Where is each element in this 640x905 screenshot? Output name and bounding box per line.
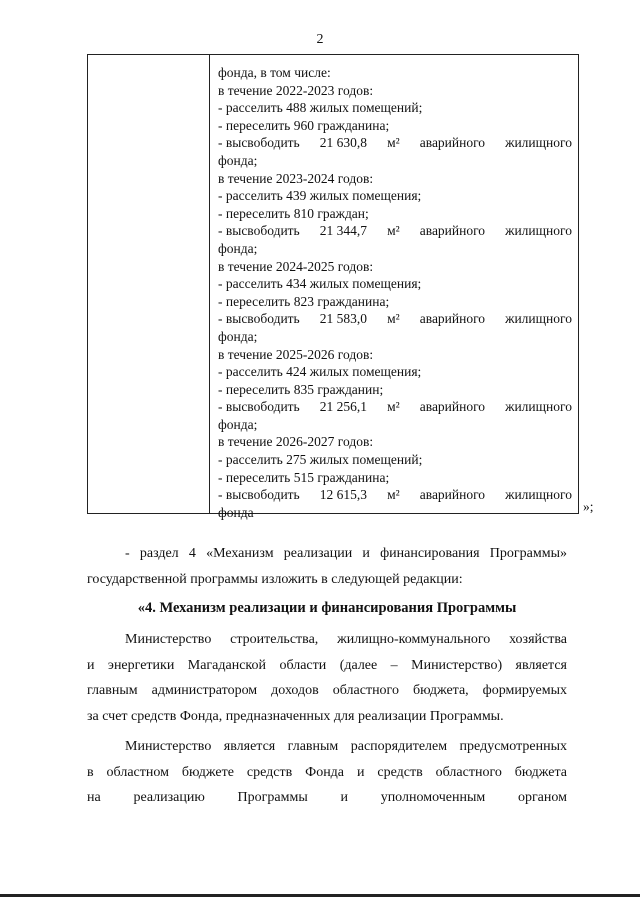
table-line: фонда (218, 504, 254, 520)
table-word: жилищного (505, 223, 572, 239)
paragraph-word: Программы (237, 790, 308, 805)
paragraph-1-line-3: главным администратором доходов областного бюджета, формируемых (87, 683, 567, 698)
table-word: м² (387, 135, 400, 151)
table-line: - расселить 439 жилых помещения; (218, 188, 422, 204)
table-word: - высвободить (218, 135, 300, 151)
table-line: - переселить 823 гражданина; (218, 293, 390, 309)
table-line: фонда; (218, 240, 258, 256)
table-line: фонда; (218, 416, 258, 432)
table-line: фонда, в том числе: (218, 65, 331, 80)
paragraph-1-line-4: за счет средств Фонда, предназначенных для реализации Программы. (87, 708, 504, 724)
table-line: в течение 2024-2025 годов: (218, 258, 374, 274)
paragraph-word: и (340, 790, 348, 805)
intro-line-1: - раздел 4 «Механизм реализации и финансирования Программы» (125, 546, 567, 561)
table-line-justified (218, 222, 572, 240)
table-word: жилищного (505, 311, 572, 327)
table-line: - расселить 275 жилых помещений; (218, 452, 423, 468)
table-line: - переселить 835 гражданин; (218, 381, 384, 397)
table-word: 21 256,1 (319, 399, 368, 415)
program-table (87, 54, 579, 520)
table-word: м² (387, 311, 400, 327)
page-number: 2 (316, 32, 324, 47)
paragraph-1 (87, 627, 567, 729)
table-word: жилищного (505, 487, 572, 503)
table-line: фонда; (218, 328, 258, 344)
intro-paragraph (87, 541, 567, 592)
table-column-divider (209, 55, 210, 513)
table-word: 12 615,3 (319, 487, 368, 503)
table-line: - переселить 960 гражданина; (218, 117, 390, 133)
table-line: фонда; (218, 152, 258, 168)
table-line-justified (218, 134, 572, 152)
scan-bottom-edge (0, 894, 640, 897)
section-heading: «4. Механизм реализации и финансирования Программы (137, 600, 517, 616)
paragraph-word: реализацию (133, 790, 205, 805)
paragraph-word: на (87, 790, 101, 805)
table-line: - расселить 434 жилых помещения; (218, 276, 422, 292)
paragraph-word: органом (517, 790, 567, 805)
paragraph-2-line-3 (87, 785, 567, 811)
table-closing-quote: »; (583, 499, 594, 514)
paragraph-2 (87, 734, 567, 811)
table-line: в течение 2025-2026 годов: (218, 346, 374, 362)
table-word: - высвободить (218, 223, 300, 239)
table-line-justified (218, 310, 572, 328)
table-word: жилищного (505, 135, 572, 151)
table-cell-text (218, 64, 572, 521)
intro-line-2: государственной программы изложить в следующей редакции: (87, 571, 463, 587)
table-word: м² (387, 399, 400, 415)
table-line: - расселить 488 жилых помещений; (218, 100, 423, 116)
paragraph-1-line-1: Министерство строительства, жилищно-коммунального хозяйства (125, 632, 567, 647)
table-word: аварийного (419, 487, 486, 503)
table-word: - высвободить (218, 311, 300, 327)
paragraph-2-line-2: в областном бюджете средств Фонда и средств областного бюджета (87, 764, 567, 780)
table-word: аварийного (419, 311, 486, 327)
table-line: - переселить 810 граждан; (218, 205, 369, 221)
table-line: в течение 2026-2027 годов: (218, 434, 374, 450)
table-line: - расселить 424 жилых помещения; (218, 364, 422, 380)
paragraph-1-line-2: и энергетики Магаданской области (далее – Министерство) является (87, 657, 567, 673)
table-line-justified (218, 398, 572, 416)
table-line: в течение 2022-2023 годов: (218, 82, 374, 98)
table-line: - переселить 515 гражданина; (218, 469, 390, 485)
table-line: в течение 2023-2024 годов: (218, 170, 374, 186)
paragraph-2-line-1: Министерство является главным распорядителем предусмотренных (125, 739, 567, 754)
table-word: 21 583,0 (319, 311, 368, 327)
table-word: жилищного (505, 399, 572, 415)
table-word: м² (387, 223, 400, 239)
table-word: - высвободить (218, 487, 300, 503)
table-word: аварийного (419, 399, 486, 415)
table-word: 21 630,8 (319, 135, 368, 151)
table-word: - высвободить (218, 399, 300, 415)
table-line-justified (218, 486, 572, 504)
table-word: аварийного (419, 135, 486, 151)
paragraph-word: уполномоченным (380, 790, 486, 805)
table-word: аварийного (419, 223, 486, 239)
table-word: м² (387, 487, 400, 503)
table-word: 21 344,7 (319, 223, 368, 239)
